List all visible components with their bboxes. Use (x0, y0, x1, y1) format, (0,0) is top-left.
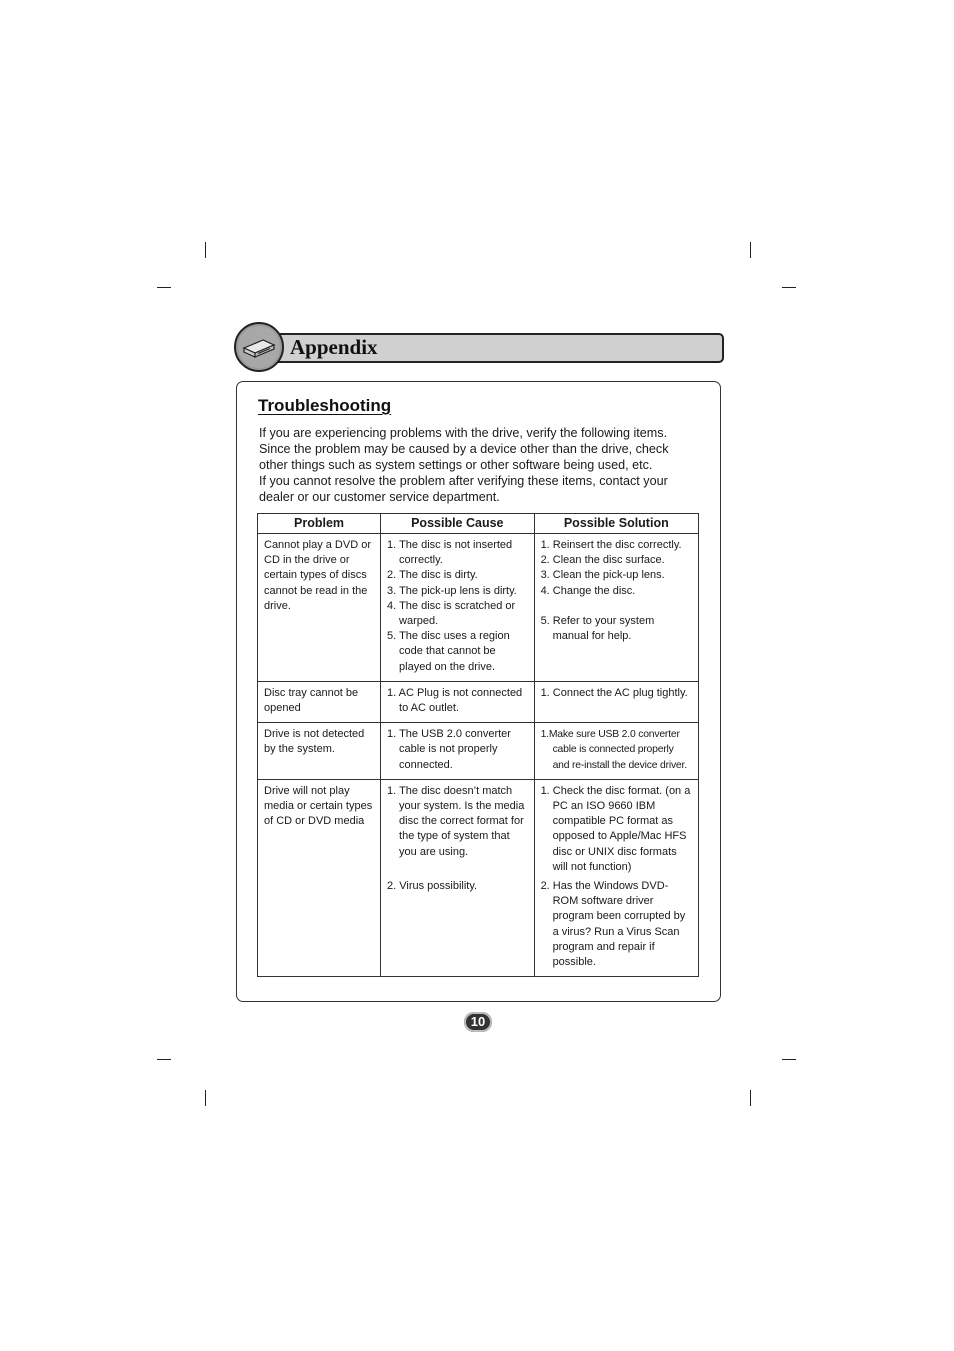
cause-cell (381, 779, 535, 976)
crop-mark-top-left-vertical (205, 242, 206, 258)
crop-mark-top-right-vertical (750, 242, 751, 258)
list-item: 1. Check the disc format. (on a PC an ISO 9660 IBM compatible PC format as opposed to Apple/Mac HFS disc or UNIX disc formats will not function) (540, 784, 691, 873)
list-item: 3. Clean the pick-up lens. (540, 569, 665, 582)
list-item: 2. Virus possibility. (387, 879, 478, 892)
crop-mark-bottom-right-horizontal (782, 1059, 796, 1060)
list-item: 2. Clean the disc surface. (540, 554, 665, 567)
list-item: 1. Connect the AC plug tightly. (540, 686, 688, 699)
column-header-problem: Problem (258, 514, 381, 534)
list-item: 1. Reinsert the disc correctly. (540, 539, 682, 551)
solution-cell (534, 779, 698, 976)
list-item: 5. Refer to your system manual for help. (540, 614, 655, 643)
list-item: 1. The disc is not inserted correctly. (387, 539, 513, 567)
table-row (258, 534, 699, 682)
crop-mark-top-left-horizontal (157, 287, 171, 288)
crop-mark-bottom-right-vertical (750, 1090, 751, 1106)
list-item: 1.Make sure USB 2.0 converter cable is connected properly and re-install the device driver. (540, 729, 687, 771)
cause-cell (381, 534, 535, 682)
table-row (258, 723, 699, 780)
intro-paragraph: If you are experiencing problems with the drive, verify the following items. Since the problem may be caused by a device other than the drive, check other things such as system settings or other software being used, etc. (259, 426, 669, 472)
crop-mark-bottom-left-vertical (205, 1090, 206, 1106)
list-item: 4. The disc is scratched or warped. (387, 599, 516, 628)
crop-mark-top-right-horizontal (782, 287, 796, 288)
page-number-badge: 10 (464, 1012, 492, 1032)
problem-cell: Drive is not detected by the system. (258, 723, 381, 780)
solution-cell (534, 723, 698, 780)
list-item: 1. AC Plug is not connected to AC outlet. (387, 686, 523, 715)
column-header-cause: Possible Cause (381, 514, 535, 534)
table-row (258, 681, 699, 722)
list-item: 3. The pick-up lens is dirty. (387, 584, 517, 597)
intro-text (259, 425, 699, 505)
cause-cell (381, 723, 535, 780)
solution-cell (534, 534, 698, 682)
list-item: 2. Has the Windows DVD-ROM software driver program been corrupted by a virus? Run a Virus Scan program and repair if possible. (540, 880, 686, 969)
intro-paragraph: If you cannot resolve the problem after verifying these items, contact your dealer or our customer service department. (259, 474, 668, 504)
problem-cell: Drive will not play media or certain types of CD or DVD media (258, 779, 381, 976)
section-title: Troubleshooting (258, 396, 392, 415)
crop-mark-bottom-left-horizontal (157, 1059, 171, 1060)
table-row (258, 779, 699, 976)
list-item: 1. The disc doesn’t match your system. Is the media disc the correct format for the type of system that you are using. (387, 784, 525, 858)
list-item: 2. The disc is dirty. (387, 569, 478, 582)
list-item: 5. The disc uses a region code that cannot be played on the drive. (387, 630, 510, 673)
page-title: Appendix (290, 335, 378, 359)
solution-cell (534, 681, 698, 722)
problem-cell: Cannot play a DVD or CD in the drive or certain types of discs cannot be read in the drive. (258, 534, 381, 682)
troubleshooting-table (257, 513, 699, 977)
problem-cell: Disc tray cannot be opened (258, 681, 381, 722)
column-header-solution: Possible Solution (534, 514, 698, 534)
list-item: 4. Change the disc. (540, 584, 636, 597)
list-item: 1. The USB 2.0 converter cable is not properly connected. (387, 728, 511, 771)
table-header-row (258, 514, 699, 534)
disc-drive-icon (234, 322, 284, 372)
cause-cell (381, 681, 535, 722)
